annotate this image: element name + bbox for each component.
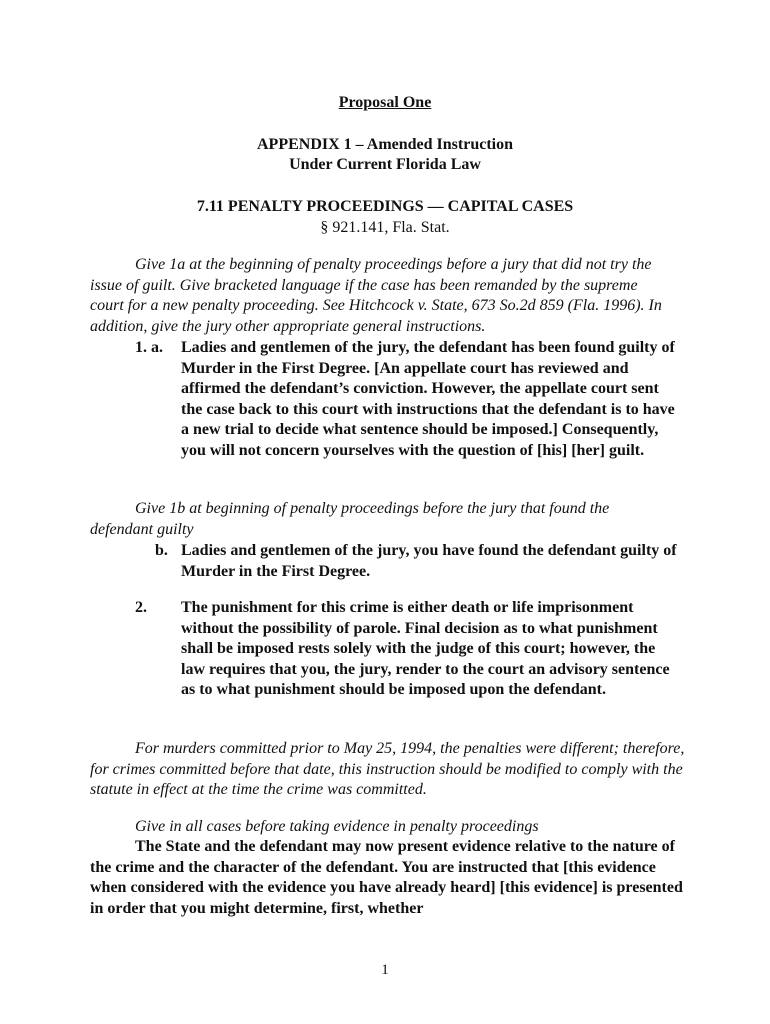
page-number: 1	[381, 962, 389, 978]
evidence-instruction: The State and the defendant may now present evidence relative to the nature of the crime and the character of the defendant. You are instructed that [this evidence when considered with the evidence you have already heard] [this evidence] is presented in order that you might determine, first, whether	[90, 838, 683, 917]
note-all-cases: Give in all cases before taking evidence in penalty proceedings	[135, 818, 539, 835]
note-1b: Give 1b at beginning of penalty proceedings before the jury that found the defendant guilty	[90, 500, 610, 538]
appendix-heading: APPENDIX 1 – Amended Instruction	[256, 136, 513, 153]
law-heading: Under Current Florida Law	[289, 156, 481, 173]
item-text: The punishment for this crime is either death or life imprisonment without the possibility of parole. Final decision as to what punishment shall be imposed rests solely with the judge of this court; however, the law requires that you, the jury, render to the court an advisory sentence as to what punishment should be imposed upon the defendant.	[181, 599, 670, 698]
item-text: Ladies and gentlemen of the jury, the defendant has been found guilty of Murder in the First Degree. [An appellate court has reviewed and affirmed the defendant’s conviction. However, the appellate court sent the case back to this court with instructions that the defendant is to have a new trial to decide what sentence should be imposed.] Consequently, you will not concern yourselves with the question of [his] [her] guilt.	[181, 339, 675, 459]
note-murders-before-1994: For murders committed prior to May 25, 1994, the penalties were different; therefore, for crimes committed before that date, this instruction should be modified to comply with the statute in effect at the time the crime was committed.	[90, 740, 685, 798]
item-number: 2.	[135, 599, 147, 616]
instruction-title: 7.11 PENALTY PROCEEDINGS — CAPITAL CASES	[196, 198, 574, 215]
note-1a: Give 1a at the beginning of penalty proceedings before a jury that did not try the issue of guilt. Give bracketed language if the case has been remanded by the supreme court for a new penalty proceeding. See Hitchcock v. State, 673 So.2d 859 (Fla. 1996). In addition, give the jury other appropriate general instructions.	[90, 256, 662, 335]
proposal-heading: Proposal One	[338, 94, 432, 111]
item-text: Ladies and gentlemen of the jury, you have found the defendant guilty of Murder in the First Degree.	[181, 542, 677, 580]
item-number: b.	[155, 542, 168, 559]
item-number: 1. a.	[135, 339, 163, 356]
statute-reference: § 921.141, Fla. Stat.	[320, 219, 450, 236]
